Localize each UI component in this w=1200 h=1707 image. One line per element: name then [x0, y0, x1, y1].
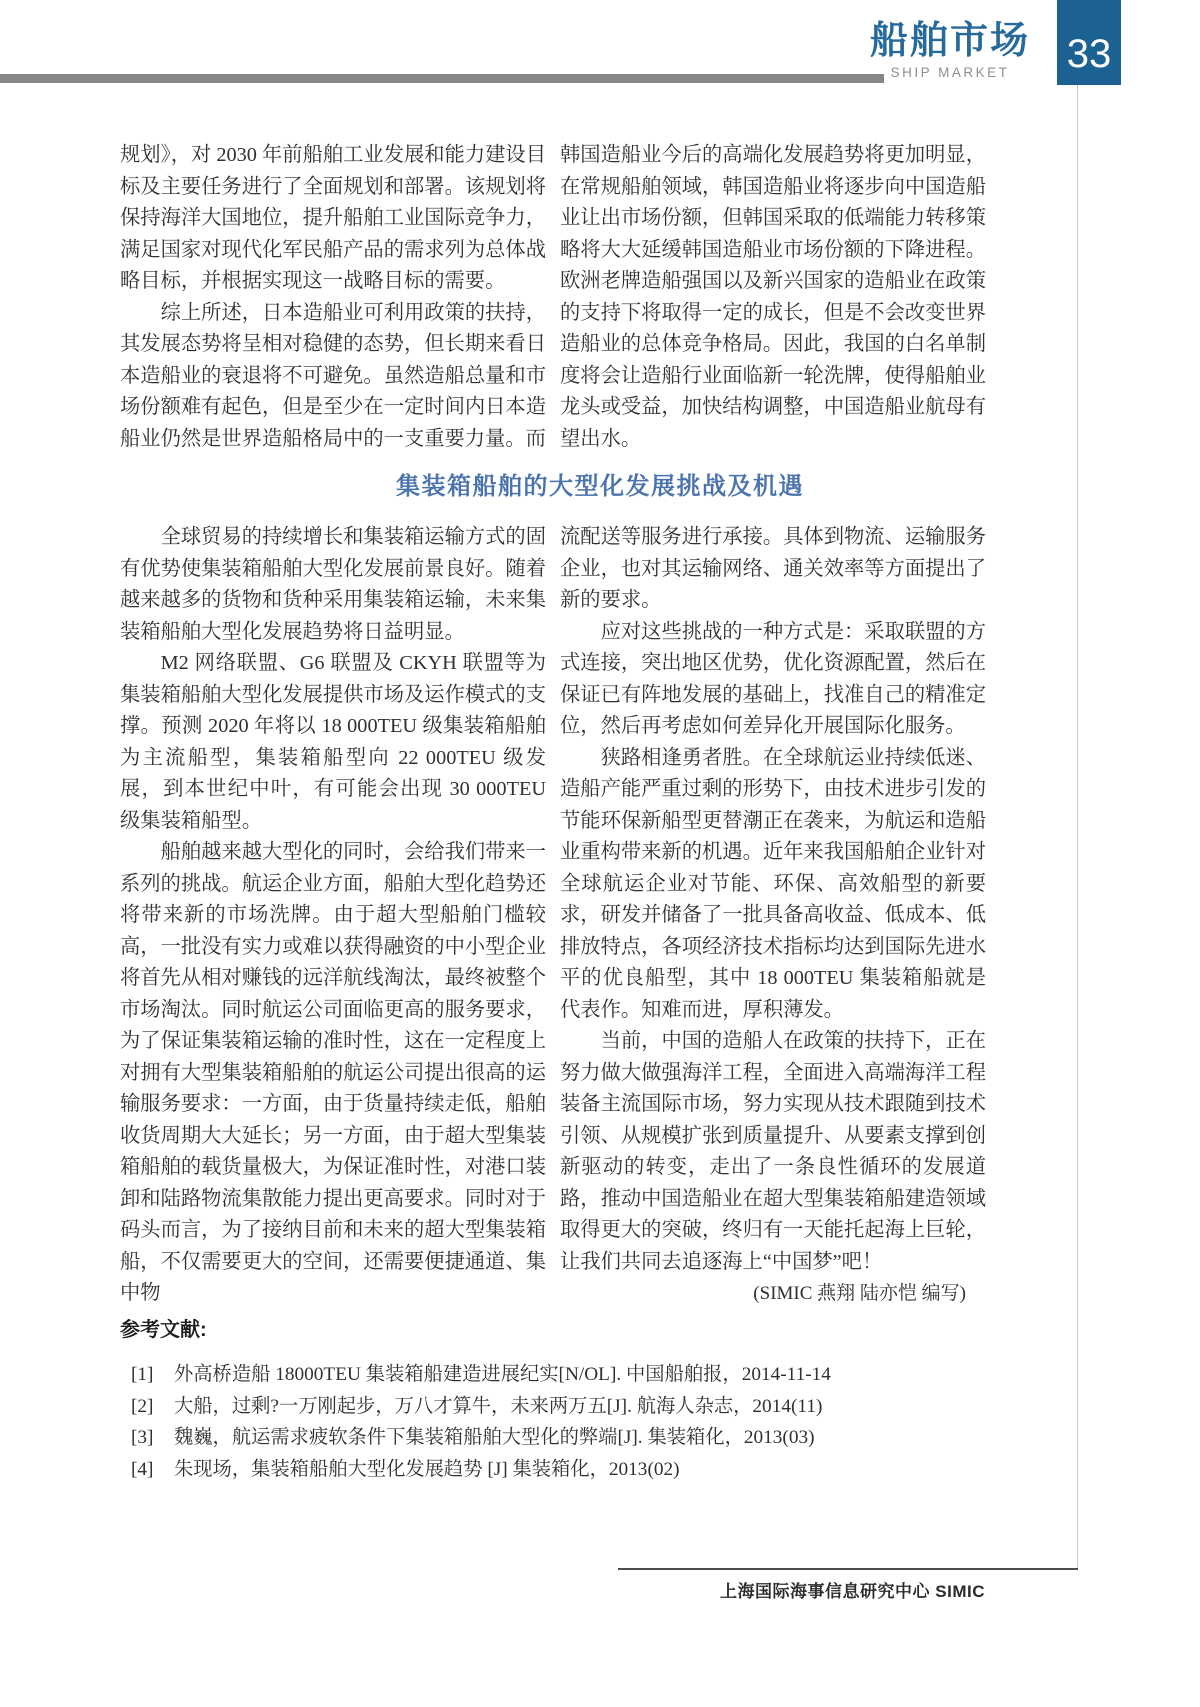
- reference-item: [120, 1454, 986, 1486]
- header: [850, 20, 1050, 80]
- reference-text: 魏巍，航运需求疲软条件下集装箱船舶大型化的弊端[J]. 集装箱化，2013(03): [174, 1427, 815, 1449]
- paragraph: 全球贸易的持续增长和集装箱运输方式的固有优势使集装箱船舶大型化发展前景良好。随着越来越多的货物和货种采用集装箱运输，未来集装箱船舶大型化发展趋势将日益明显。: [120, 526, 546, 643]
- references-list: [120, 1359, 986, 1485]
- reference-item: [120, 1391, 986, 1423]
- reference-number: [3]: [131, 1427, 154, 1449]
- left-column: [120, 522, 546, 1310]
- article-body: [120, 522, 986, 1310]
- paragraph: 应对这些挑战的一种方式是：采取联盟的方式连接，突出地区优势，优化资源配置，然后在保证已有阵地发展的基础上，找准自己的精准定位，然后再考虑如何差异化开展国际化服务。: [560, 620, 986, 737]
- right-column: [560, 140, 986, 455]
- footer-publisher: 上海国际海事信息研究中心 SIMIC: [720, 1582, 985, 1601]
- paragraph: 当前，中国的造船人在政策的扶持下，正在努力做大做强海洋工程，全面进入高端海洋工程装备主流国际市场，努力实现从技术跟随到技术引领、从规模扩张到质量提升、从要素支撑到创新驱动的转变，走出了一条良性循环的发展道路，推动中国造船业在超大型集装箱船建造领域取得更大的突破，终归有一天能托起海上巨轮，让我们共同去追逐海上“中国梦”吧！: [560, 1030, 986, 1273]
- paragraph: 韩国造船业今后的高端化发展趋势将更加明显，在常规船舶领域，韩国造船业将逐步向中国造船业让出市场份额，但韩国采取的低端能力转移策略将大大延缓韩国造船业市场份额的下降进程。欧洲老牌造船强国以及新兴国家的造船业在政策的支持下将取得一定的成长，但是不会改变世界造船业的总体竞争格局。因此，我国的白名单制度将会让造船行业面临新一轮洗牌，使得船舶业龙头或受益，加快结构调整，中国造船业航母有望出水。: [560, 144, 986, 450]
- reference-item: [120, 1422, 986, 1454]
- paragraph: 船舶越来越大型化的同时，会给我们带来一系列的挑战。航运企业方面，船舶大型化趋势还将带来新的市场洗牌。由于超大型船舶门槛较高，一批没有实力或难以获得融资的中小型企业将首先从相对赚钱的远洋航线淘汰，最终被整个市场淘汰。同时航运公司面临更高的服务要求，为了保证集装箱运输的准时性，这在一定程度上对拥有大型集装箱船舶的航运公司提出很高的运输服务要求：一方面，由于货量持续走低，船舶收货周期大大延长；另一方面，由于超大型集装箱船舶的载货量极大，为保证准时性，对港口装卸和陆路物流集散能力提出更高要求。同时对于码头而言，为了接纳目前和未来的超大型集装箱船，不仅需要更大的空间，还需要便捷通道、集中物: [120, 841, 546, 1304]
- right-margin-rule: [1077, 85, 1078, 1568]
- prev-article-tail: [120, 140, 986, 455]
- paragraph: 狭路相逢勇者胜。在全球航运业持续低迷、造船产能严重过剩的形势下，由技术进步引发的节能环保新船型更替潮正在袭来，为航运和造船业重构带来新的机遇。近年来我国船舶企业针对全球航运企业对节能、环保、高效船型的新要求，研发并储备了一批具备高收益、低成本、低排放特点，各项经济技术指标均达到国际先进水平的优良船型，其中 18 000TEU 集装箱船就是代表作。知难而进，厚积薄发。: [560, 746, 986, 1021]
- reference-text: 大船，过剩?一万刚起步，万八才算牛，未来两万五[J]. 航海人杂志，2014(11): [174, 1395, 823, 1417]
- reference-item: [120, 1359, 986, 1391]
- byline: (SIMIC 燕翔 陆亦恺 编写): [753, 1283, 966, 1304]
- header-rule: [0, 74, 884, 83]
- left-column: [120, 140, 546, 455]
- reference-text: 朱现场，集装箱船舶大型化发展趋势 [J] 集装箱化，2013(02): [174, 1458, 680, 1480]
- article-title: 集装箱船舶的大型化发展挑战及机遇: [396, 474, 804, 500]
- paragraph: 综上所述，日本造船业可利用政策的扶持，其发展态势将呈相对稳健的态势，但长期来看日本造船业的衰退将不可避免。虽然造船总量和市场份额难有起色，但是至少在一定时间内日本造船业仍然是世界造船格局中的一支重要力量。而: [120, 301, 546, 450]
- page-number: 33: [1066, 32, 1112, 76]
- page-number-badge: [1057, 0, 1121, 85]
- footer-rule: [618, 1568, 1078, 1570]
- page-title: 船舶市场: [869, 20, 1030, 62]
- paragraph: 规划》，对 2030 年前船舶工业发展和能力建设目标及主要任务进行了全面规划和部署。该规划将保持海洋大国地位，提升船舶工业国际竞争力，满足国家对现代化军民船产品的需求列为总体战略目标，并根据实现这一战略目标的需要。: [120, 144, 546, 292]
- page-subtitle: SHIP MARKET: [890, 64, 1010, 80]
- references-heading: 参考文献:: [120, 1319, 207, 1341]
- references-section: [120, 1313, 986, 1485]
- paragraph: 流配送等服务进行承接。具体到物流、运输服务企业，也对其运输网络、通关效率等方面提出了新的要求。: [560, 526, 986, 611]
- reference-text: 外高桥造船 18000TEU 集装箱船建造进展纪实[N/OL]. 中国船舶报，2014-11-14: [174, 1364, 831, 1385]
- reference-number: [2]: [131, 1395, 154, 1417]
- reference-number: [4]: [131, 1458, 154, 1480]
- paragraph: M2 网络联盟、G6 联盟及 CKYH 联盟等为集装箱船舶大型化发展提供市场及运作模式的支撑。预测 2020 年将以 18 000TEU 级集装箱船舶为主流船型，集装箱船型向 22 000TEU 级发展，到本世纪中叶，有可能会出现 30 000TEU 级集装箱船型。: [120, 652, 546, 832]
- right-column: [560, 522, 986, 1310]
- reference-number: [1]: [131, 1364, 154, 1385]
